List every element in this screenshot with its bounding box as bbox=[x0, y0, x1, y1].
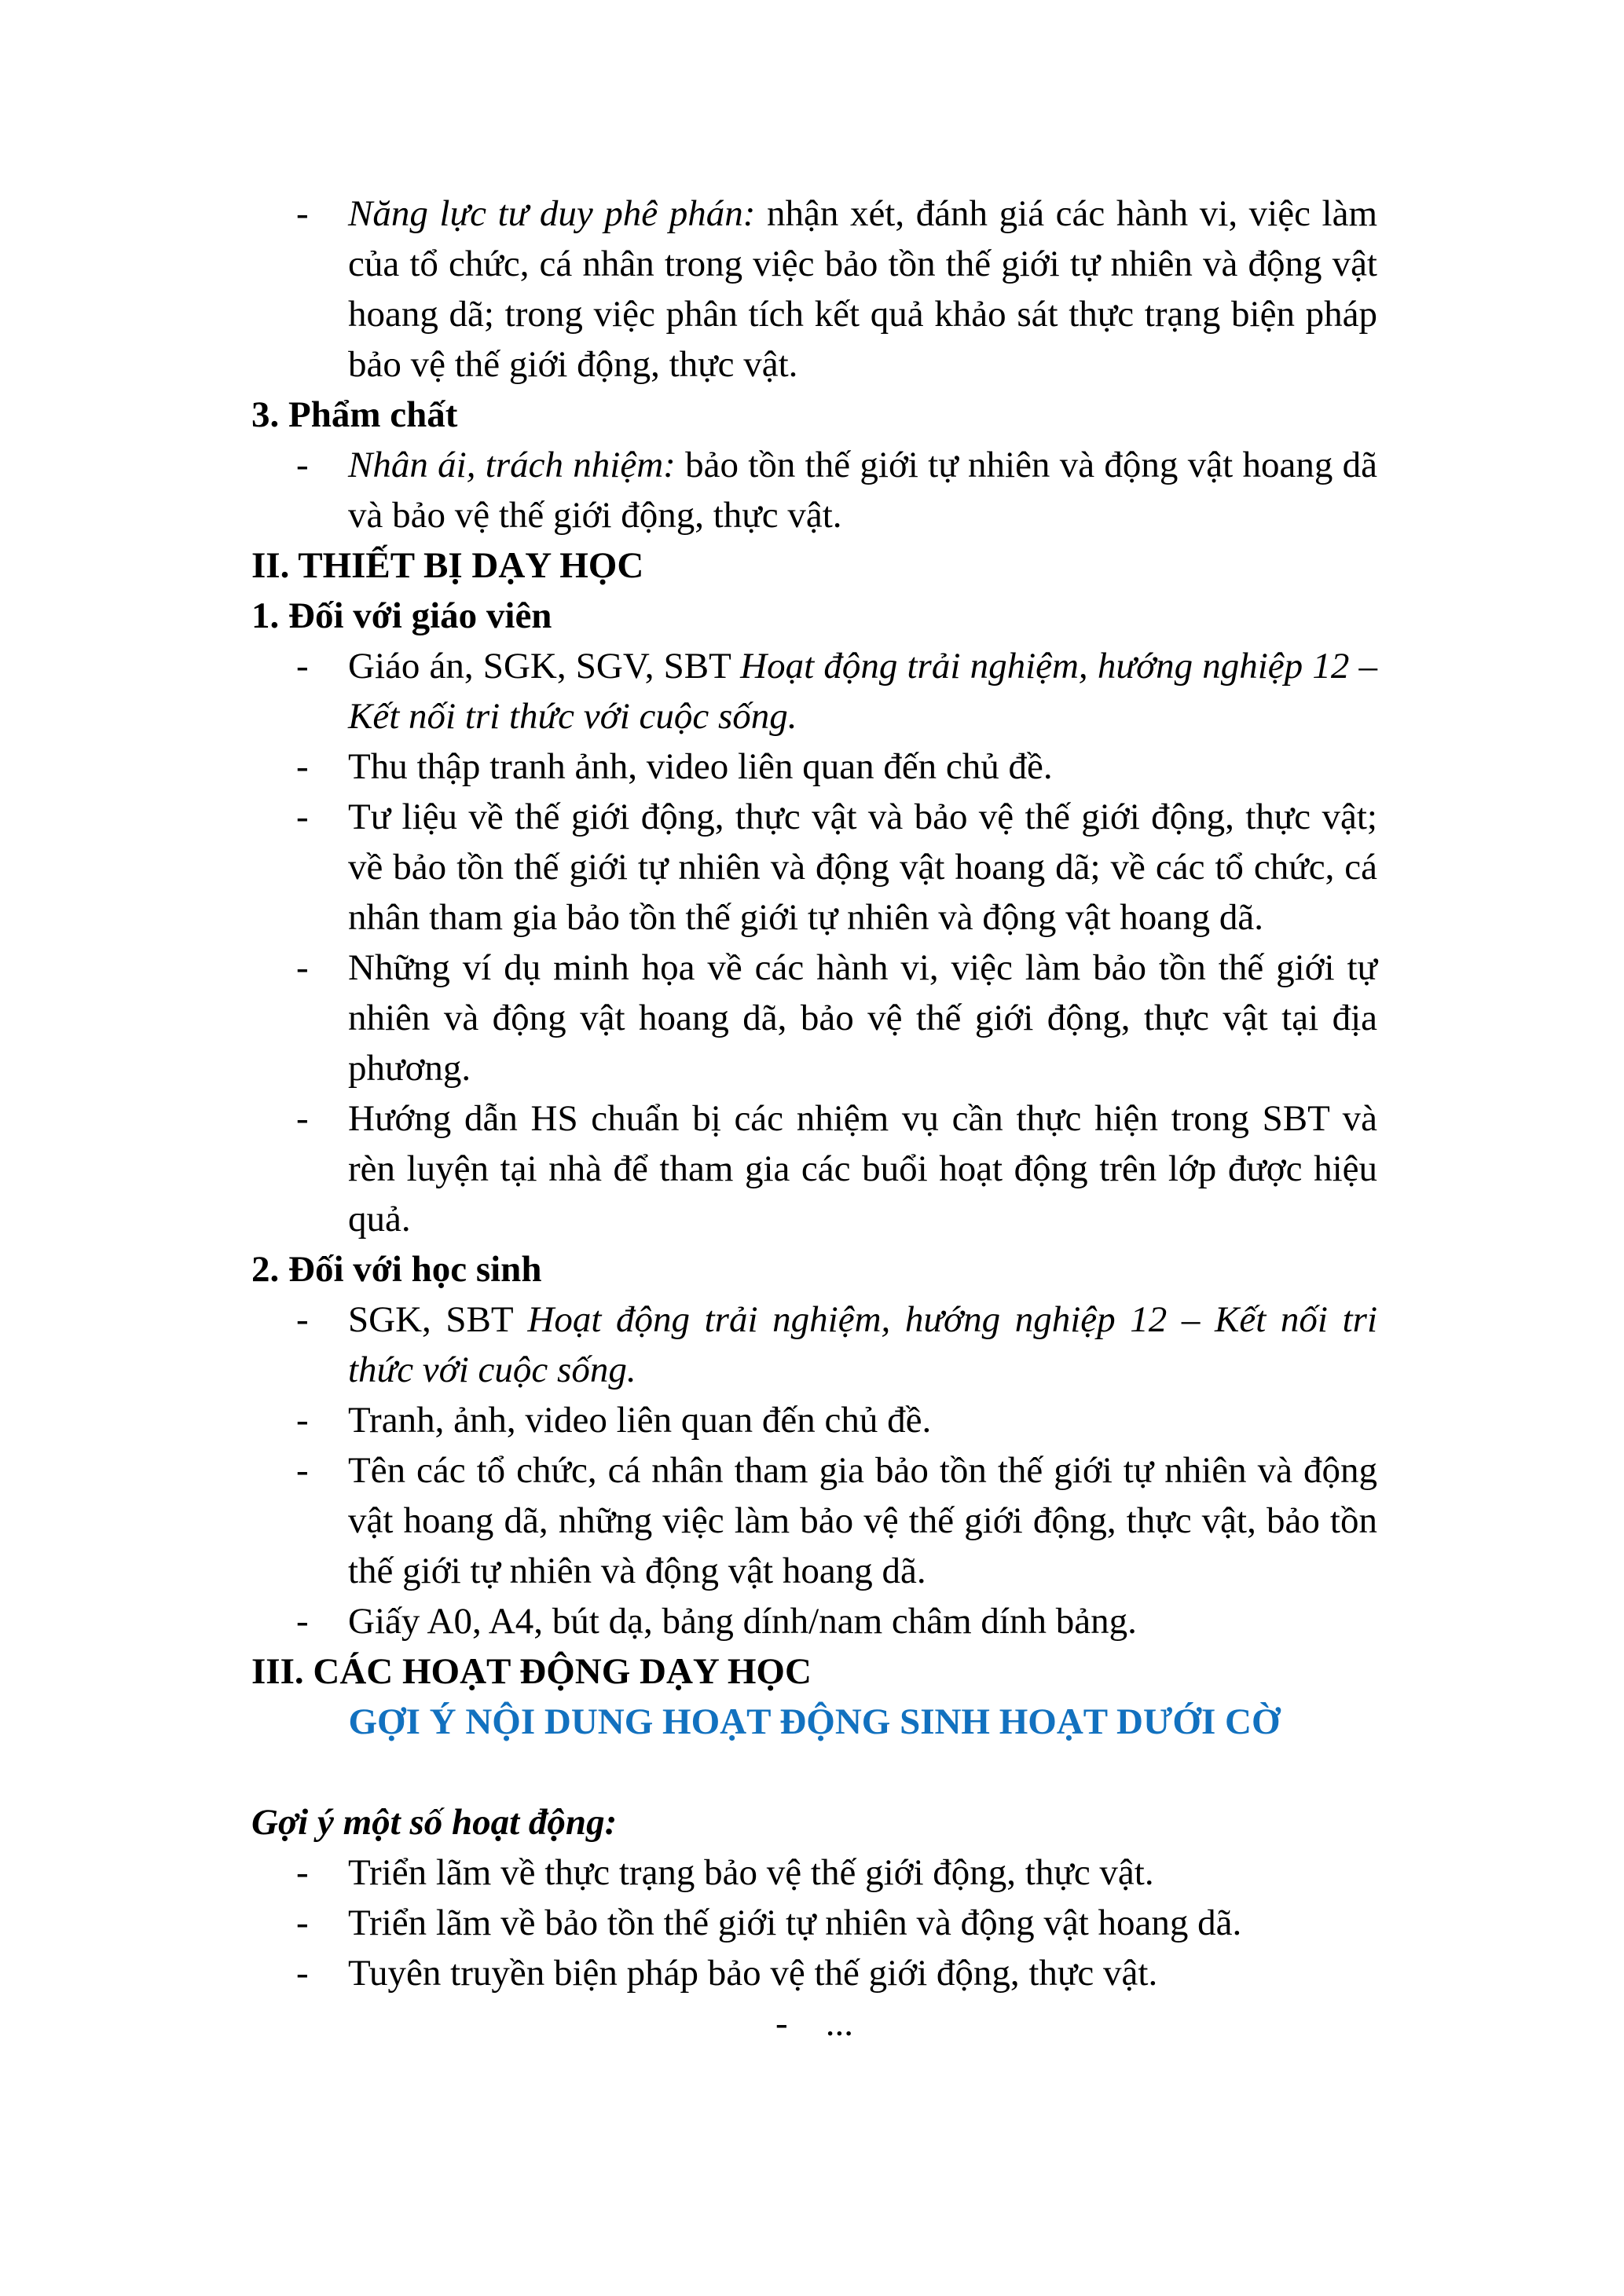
text-run: Gợi ý một số hoạt động: bbox=[251, 1802, 618, 1843]
bullet-dash: - bbox=[775, 2003, 788, 2044]
text-run: III. CÁC HOẠT ĐỘNG DẠY HỌC bbox=[251, 1651, 812, 1692]
text-run: ... bbox=[825, 2003, 853, 2044]
list-item bbox=[251, 742, 1377, 792]
bullet-dash: - bbox=[296, 1953, 309, 1994]
bullet-dash: - bbox=[296, 796, 309, 837]
text-run: 1. Đối với giáo viên bbox=[251, 595, 552, 636]
list-item bbox=[251, 1847, 1377, 1898]
bullet-dash: - bbox=[296, 746, 309, 787]
heading-pham-chat bbox=[251, 390, 1377, 440]
ellipsis-line bbox=[251, 1998, 1377, 2049]
heading-doi-voi-hoc-sinh bbox=[251, 1244, 1377, 1294]
bullet-dash: - bbox=[296, 445, 309, 485]
heading-thiet-bi-day-hoc bbox=[251, 540, 1377, 591]
text-run: Giấy A0, A4, bút dạ, bảng dính/nam châm dính bảng. bbox=[348, 1601, 1137, 1642]
list-item bbox=[251, 1948, 1377, 1998]
text-run: Hướng dẫn HS chuẩn bị các nhiệm vụ cần thực hiện trong SBT và rèn luyện tại nhà để tham gia các buổi hoạt động trên lớp được hiệu quả. bbox=[348, 1098, 1377, 1240]
text-run: Năng lực tư duy phê phán: bbox=[348, 193, 756, 234]
text-run: Những ví dụ minh họa về các hành vi, việc làm bảo tồn thế giới tự nhiên và động vật hoang dã, bảo vệ thế giới động, thực vật tại địa phương. bbox=[348, 947, 1377, 1089]
list-item bbox=[251, 1898, 1377, 1948]
text-run: Tư liệu về thế giới động, thực vật và bảo vệ thế giới động, thực vật; về bảo tồn thế giới tự nhiên và động vật hoang dã; về các tổ chức, cá nhân tham gia bảo tồn thế giới tự nhiên và động vật hoang dã. bbox=[348, 796, 1377, 938]
text-run: 2. Đối với học sinh bbox=[251, 1249, 542, 1290]
text-run: GỢI Ý NỘI DUNG HOẠT ĐỘNG SINH HOẠT DƯỚI CỜ bbox=[348, 1701, 1281, 1742]
heading-cac-hoat-dong-day-hoc bbox=[251, 1646, 1377, 1697]
blank-line bbox=[251, 1747, 1377, 1797]
bullet-dash: - bbox=[296, 193, 309, 234]
list-item bbox=[251, 440, 1377, 540]
document-content bbox=[251, 189, 1377, 2049]
bullet-dash: - bbox=[296, 947, 309, 988]
text-run: bảo tồn thế giới tự nhiên và động vật hoang dã và bảo vệ thế giới động, thực vật. bbox=[348, 445, 1377, 536]
list-item bbox=[251, 1445, 1377, 1596]
list-item bbox=[251, 1093, 1377, 1244]
text-run: Nhân ái, trách nhiệm: bbox=[348, 445, 676, 485]
text-run: SGK, SBT bbox=[348, 1299, 528, 1340]
text-run: nhận xét, đánh giá các hành vi, việc làm của tổ chức, cá nhân trong việc bảo tồn thế giới tự nhiên và động vật hoang dã; trong việc phân tích kết quả khảo sát thực trạng biện pháp bảo vệ thế giới động, thực vật. bbox=[348, 193, 1377, 385]
text-run: Tuyên truyền biện pháp bảo vệ thế giới động, thực vật. bbox=[348, 1953, 1158, 1994]
list-item bbox=[251, 1596, 1377, 1646]
heading-doi-voi-giao-vien bbox=[251, 591, 1377, 641]
text-run: Tranh, ảnh, video liên quan đến chủ đề. bbox=[348, 1400, 932, 1441]
bullet-dash: - bbox=[296, 1098, 309, 1139]
heading-sinh-hoat-duoi-co bbox=[251, 1697, 1377, 1747]
bullet-dash: - bbox=[296, 1299, 309, 1340]
text-run: 3. Phẩm chất bbox=[251, 394, 458, 435]
text-run: II. THIẾT BỊ DẠY HỌC bbox=[251, 545, 644, 586]
list-item bbox=[251, 641, 1377, 742]
text-run: Triển lãm về bảo tồn thế giới tự nhiên và động vật hoang dã. bbox=[348, 1902, 1242, 1943]
text-run: Giáo án, SGK, SGV, SBT bbox=[348, 646, 741, 687]
bullet-dash: - bbox=[296, 1902, 309, 1943]
bullet-dash: - bbox=[296, 1450, 309, 1491]
text-run: Triển lãm về thực trạng bảo vệ thế giới động, thực vật. bbox=[348, 1852, 1154, 1893]
bullet-dash: - bbox=[296, 1400, 309, 1441]
text-run: Hoạt động trải nghiệm, hướng nghiệp 12 – Kết nối tri thức với cuộc sống. bbox=[348, 646, 1377, 737]
text-run: Tên các tổ chức, cá nhân tham gia bảo tồn thế giới tự nhiên và động vật hoang dã, những việc làm bảo vệ thế giới động, thực vật, bảo tồn thế giới tự nhiên và động vật hoang dã. bbox=[348, 1450, 1377, 1591]
bullet-dash: - bbox=[296, 646, 309, 687]
list-item bbox=[251, 943, 1377, 1093]
list-item bbox=[251, 792, 1377, 943]
bullet-dash: - bbox=[296, 1601, 309, 1642]
list-item bbox=[251, 1395, 1377, 1445]
list-item bbox=[251, 189, 1377, 390]
text-run: Thu thập tranh ảnh, video liên quan đến chủ đề. bbox=[348, 746, 1053, 787]
text-run: Hoạt động trải nghiệm, hướng nghiệp 12 – Kết nối tri thức với cuộc sống. bbox=[348, 1299, 1377, 1390]
list-item bbox=[251, 1294, 1377, 1395]
heading-goi-y-hoat-dong bbox=[251, 1797, 1377, 1847]
bullet-dash: - bbox=[296, 1852, 309, 1893]
